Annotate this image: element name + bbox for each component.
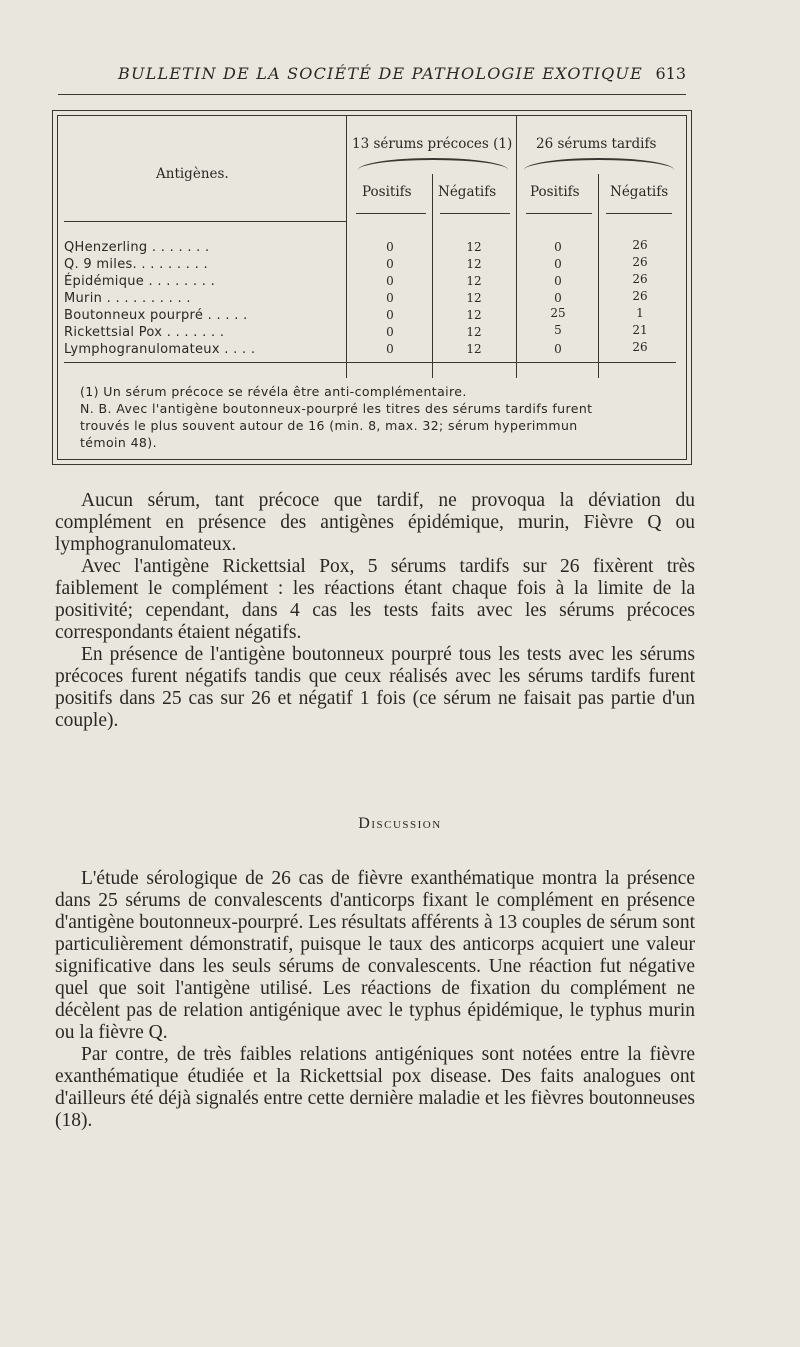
- results-table: [52, 110, 692, 465]
- paragraph: Aucun sérum, tant précoce que tardif, ne provoqua la déviation du complément en présence des antigènes épidémique, murin, Fièvre Q ou lymphogranulomateux.: [55, 490, 695, 555]
- cell: 26: [632, 289, 648, 303]
- row-label: Boutonneux pourpré . . . . .: [64, 308, 248, 323]
- cell: 25: [550, 306, 566, 320]
- cell: 21: [632, 323, 648, 337]
- cell: 12: [466, 325, 482, 339]
- late-negatifs-header: Négatifs: [610, 184, 669, 200]
- row-label: Épidémique . . . . . . . .: [64, 274, 216, 289]
- paragraph: L'étude sérologique de 26 cas de fièvre exanthématique montra la présence dans 25 sérums de convalescents d'anticorps fixant le complément en présence d'antigène boutonneux-pourpré. Les résultats afférents à 13 couples de sérum sont particulièrement démonstratif, puisque le taux des anticorps acquiert une valeur significative dans les seuls sérums de convalescents. Une réaction fut négative quel que soit l'antigène utilisé. Les réactions de fixation du complément ne décèlent pas de relation antigénique avec le typhus épidémique, le typhus murin ou la fièvre Q.: [55, 868, 695, 1043]
- cell: 0: [386, 274, 394, 288]
- cell: 12: [466, 291, 482, 305]
- cell: 0: [386, 342, 394, 356]
- cell: 0: [554, 342, 562, 356]
- row-label: Q. 9 miles. . . . . . . . .: [64, 257, 208, 272]
- early-sera-header: 13 sérums précoces (1): [352, 136, 513, 152]
- journal-title: BULLETIN DE LA SOCIÉTÉ DE PATHOLOGIE EXOTIQUE: [118, 64, 643, 83]
- cell: 12: [466, 240, 482, 254]
- results-table-inner: [57, 115, 687, 460]
- cell: 1: [636, 306, 644, 320]
- cell: 0: [386, 291, 394, 305]
- early-brace: [358, 158, 508, 170]
- cell: 0: [554, 274, 562, 288]
- discussion-text: [55, 868, 695, 1132]
- results-text: [55, 490, 695, 732]
- paragraph: En présence de l'antigène boutonneux pourpré tous les tests avec les sérums précoces furent négatifs tandis que ceux réalisés avec les sérums tardifs furent positifs dans 25 cas sur 26 et négatif 1 fois (ce sérum ne faisait pas partie d'un couple).: [55, 644, 695, 731]
- cell: 26: [632, 238, 648, 252]
- cell: 12: [466, 257, 482, 271]
- page-number: 613: [655, 64, 686, 83]
- cell: 12: [466, 274, 482, 288]
- late-brace: [524, 158, 674, 170]
- nb-note-line: trouvés le plus souvent autour de 16 (min. 8, max. 32; sérum hyperimmun: [80, 418, 578, 433]
- cell: 0: [386, 240, 394, 254]
- cell: 12: [466, 308, 482, 322]
- early-negatifs-header: Négatifs: [438, 184, 497, 200]
- cell: 0: [554, 240, 562, 254]
- nb-note-line: N. B. Avec l'antigène boutonneux-pourpré les titres des sérums tardifs furent: [80, 401, 593, 416]
- row-label: Lymphogranulomateux . . . .: [64, 342, 256, 357]
- running-header: [58, 60, 686, 95]
- late-positifs-header: Positifs: [530, 184, 580, 200]
- cell: 26: [632, 255, 648, 269]
- cell: 0: [386, 257, 394, 271]
- section-heading: Discussion: [358, 815, 442, 832]
- row-label: Murin . . . . . . . . . .: [64, 291, 191, 306]
- paragraph: Par contre, de très faibles relations antigéniques sont notées entre la fièvre exanthématique étudiée et la Rickettsial pox disease. Des faits analogues ont d'ailleurs été déjà signalés entre cette dernière maladie et les fièvres boutonneuses (18).: [55, 1044, 695, 1131]
- cell: 0: [386, 325, 394, 339]
- cell: 26: [632, 272, 648, 286]
- late-sera-header: 26 sérums tardifs: [536, 136, 657, 152]
- nb-note-line: témoin 48).: [80, 435, 157, 450]
- paragraph: Avec l'antigène Rickettsial Pox, 5 sérums tardifs sur 26 fixèrent très faiblement le complément : les réactions étant chaque fois à la limite de la positivité; cependant, dans 4 cas les tests faits avec les sérums précoces correspondants étaient négatifs.: [55, 556, 695, 643]
- antigen-header: Antigènes.: [156, 166, 229, 182]
- early-positifs-header: Positifs: [362, 184, 412, 200]
- cell: 0: [386, 308, 394, 322]
- cell: 12: [466, 342, 482, 356]
- row-label: QHenzerling . . . . . . .: [64, 240, 210, 255]
- cell: 26: [632, 340, 648, 354]
- cell: 5: [554, 323, 562, 337]
- cell: 0: [554, 291, 562, 305]
- cell: 0: [554, 257, 562, 271]
- footnote: (1) Un sérum précoce se révéla être anti-complémentaire.: [80, 384, 467, 399]
- row-label: Rickettsial Pox . . . . . . .: [64, 325, 225, 340]
